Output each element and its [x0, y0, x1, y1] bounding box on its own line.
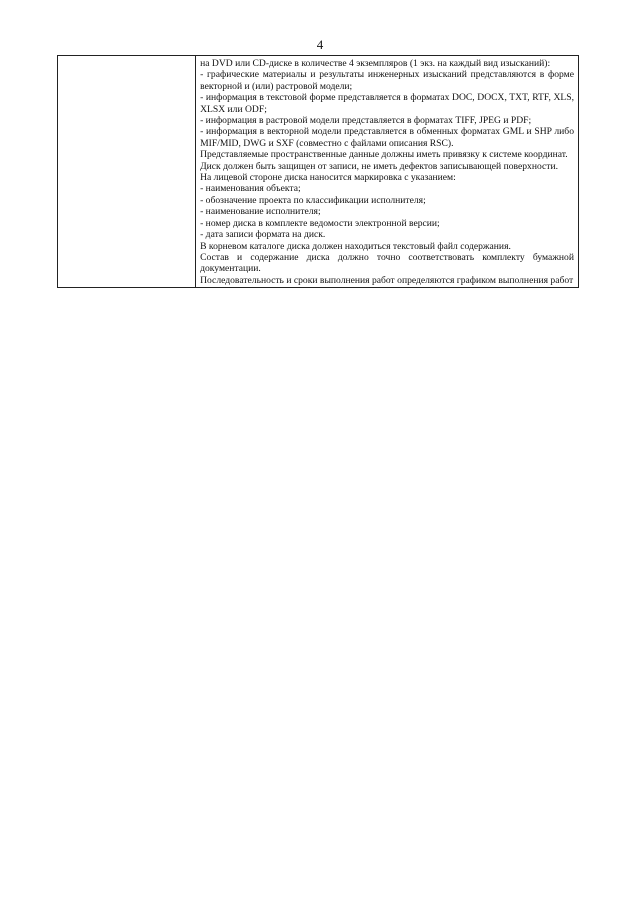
paragraph: - информация в векторной модели представляется в обменных форматах GML и SHP либо MIF/MID, DWG и SXF (совместно с файлами описания RSC). — [200, 126, 574, 149]
paragraph: - обозначение проекта по классификации исполнителя; — [200, 194, 426, 206]
paragraph: На лицевой стороне диска наносится маркировка с указанием: — [200, 172, 456, 184]
paragraph: Состав и содержание диска должно точно соответствовать комплекту бумажной документации. — [200, 251, 574, 275]
paragraph: - информация в растровой модели представляется в форматах TIFF, JPEG и PDF; — [200, 115, 532, 127]
paragraph: - наименование исполнителя; — [200, 206, 321, 218]
paragraph: на DVD или CD-диске в количестве 4 экземпляров (1 экз. на каждый вид изысканий): — [200, 58, 551, 69]
paragraph: В корневом каталоге диска должен находиться текстовый файл содержания. — [200, 240, 511, 252]
table-row — [57, 55, 579, 288]
paragraph: - наименования объекта; — [200, 183, 301, 195]
empty-label-cell — [57, 55, 193, 288]
requirements-table — [57, 55, 579, 288]
page-number: 4 — [316, 37, 324, 52]
paragraph: - дата записи формата на диск. — [200, 229, 326, 241]
paragraph: - номер диска в комплекте ведомости электронной версии; — [200, 217, 440, 229]
requirements-text-cell — [195, 55, 579, 288]
paragraph: - графические материалы и результаты инженерных изысканий представляются в форме векторной и (или) растровой модели; — [200, 69, 574, 92]
paragraph: - информация в текстовой форме представляется в форматах DOC, DOCX, TXT, RTF, XLS, XLSX или ODF; — [200, 92, 574, 115]
paragraph: Диск должен быть защищен от записи, не иметь дефектов записывающей поверхности. — [200, 160, 558, 172]
paragraph: Последовательность и сроки выполнения работ определяются графиком выполнения работ — [200, 274, 574, 286]
paragraph: Представляемые пространственные данные должны иметь привязку к системе координат. — [200, 149, 568, 161]
